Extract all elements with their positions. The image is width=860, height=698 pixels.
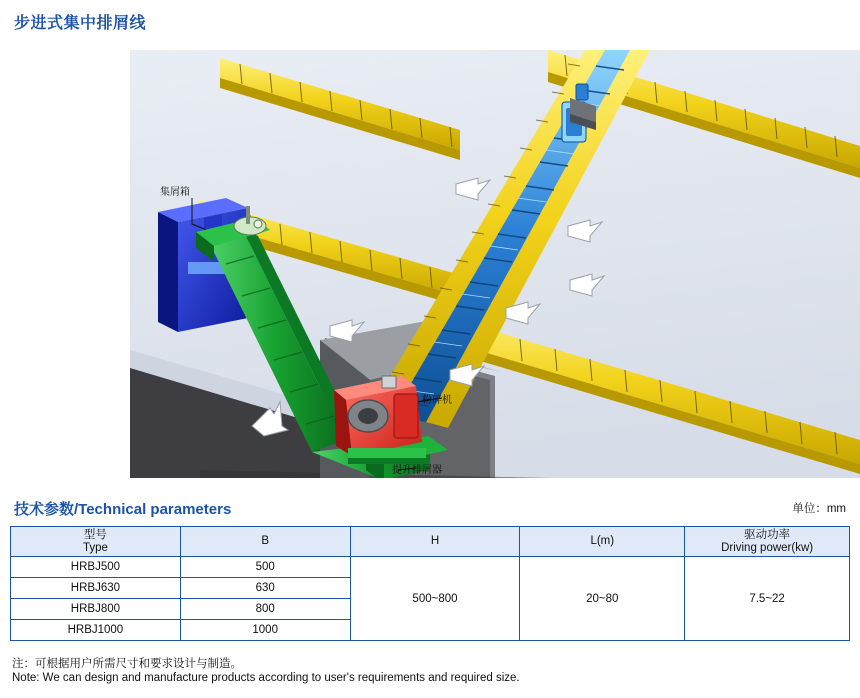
column-header-type <box>11 527 181 557</box>
column-header-l: L(m) <box>520 527 685 557</box>
unit-note: 单位：mm <box>792 503 846 515</box>
crusher-machine <box>334 376 426 464</box>
callout-lift-conveyor: 提升排屑器 <box>392 465 442 476</box>
column-header-b: B <box>180 527 350 557</box>
cell-h-merged: 500~800 <box>350 557 520 641</box>
cell-b: 500 <box>180 557 350 578</box>
column-header-h: H <box>350 527 520 557</box>
cell-type: HRBJ500 <box>11 557 181 578</box>
cell-l-merged: 20~80 <box>520 557 685 641</box>
table-header-row <box>11 527 850 557</box>
cell-b: 800 <box>180 599 350 620</box>
cell-type: HRBJ630 <box>11 578 181 599</box>
tech-params-table <box>10 526 850 641</box>
illustration-container <box>130 50 860 478</box>
table-row <box>11 557 850 578</box>
column-header-type-en: Type <box>82 541 108 554</box>
chip-conveyor-line-diagram <box>130 50 860 478</box>
column-header-power-cn: 驱动功率 <box>744 528 791 541</box>
column-header-type-cn: 型号 <box>83 528 107 541</box>
note-chinese: 注：可根据用户所需尺寸和要求设计与制造。 <box>12 658 242 670</box>
callout-chip-bin: 集屑箱 <box>160 187 190 198</box>
cell-type: HRBJ1000 <box>11 620 181 641</box>
cell-type: HRBJ800 <box>11 599 181 620</box>
tech-params-heading: 技术参数/Technical parameters <box>14 501 232 518</box>
cell-b: 630 <box>180 578 350 599</box>
cell-b: 1000 <box>180 620 350 641</box>
cell-power-merged: 7.5~22 <box>685 557 850 641</box>
note-english: Note: We can design and manufacture products according to user's requirements and required size. <box>12 672 520 684</box>
page-title: 步进式集中排屑线 <box>14 15 147 32</box>
column-header-power-en: Driving power(kw) <box>721 541 814 554</box>
column-header-power <box>685 527 850 557</box>
callout-crusher: 粉碎机 <box>422 395 452 406</box>
